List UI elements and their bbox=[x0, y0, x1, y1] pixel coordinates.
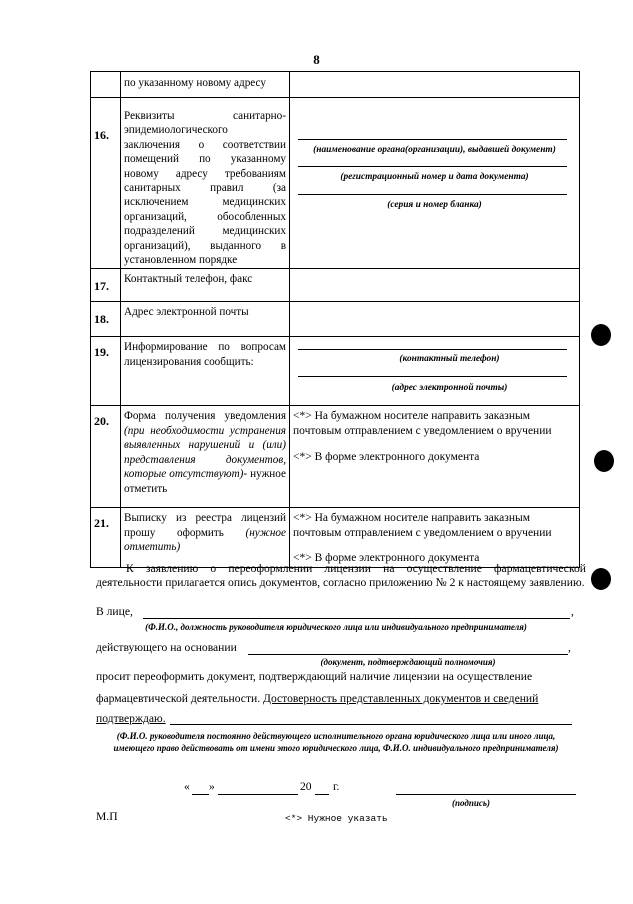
table-row bbox=[91, 337, 580, 406]
date-year-suffix: г. bbox=[333, 780, 340, 793]
head-name-line[interactable] bbox=[170, 724, 572, 725]
row-number: 20. bbox=[91, 406, 121, 508]
caption-email: (адрес электронной почты) bbox=[391, 383, 508, 394]
table-row bbox=[91, 269, 580, 302]
registry-extract-options bbox=[290, 508, 580, 568]
footnote: <*> Нужное указать bbox=[285, 813, 388, 824]
email-field[interactable] bbox=[290, 302, 580, 337]
in-person-line[interactable] bbox=[143, 618, 570, 619]
row-label: Реквизиты санитарно-эпидемиологического заключения о соответствии помещений по указанному новому адресу требованиям санитарных правил (за исключением медицинских организаций, обособленных подразделений медицинских организаций), выданного в установленном порядке bbox=[121, 98, 290, 269]
request-text-2: фармацевтической деятельности. Достоверность представленных документов и сведений bbox=[96, 692, 539, 705]
date-day-field[interactable] bbox=[192, 794, 209, 795]
row-label bbox=[121, 508, 290, 568]
date-year-prefix: 20 bbox=[300, 780, 312, 793]
notification-form-options bbox=[290, 406, 580, 508]
row-label: по указанному новому адресу bbox=[121, 72, 290, 98]
acting-caption: (документ, подтверждающий полномочия) bbox=[320, 657, 496, 667]
table-row bbox=[91, 406, 580, 508]
application-table bbox=[90, 71, 580, 568]
row-number bbox=[91, 72, 121, 98]
in-person-label: В лице, bbox=[96, 605, 133, 618]
label-tail: - нужное отметить bbox=[124, 468, 286, 495]
caption-contact-phone: (контактный телефон) bbox=[399, 354, 500, 365]
confirm-text: подтверждаю. bbox=[96, 712, 166, 725]
row-number: 17. bbox=[91, 269, 121, 302]
page-number: 8 bbox=[313, 52, 320, 67]
option-electronic[interactable]: <*> В форме электронного документа bbox=[293, 552, 480, 565]
row-number: 19. bbox=[91, 337, 121, 406]
row-value-field[interactable] bbox=[290, 72, 580, 98]
table-row bbox=[91, 72, 580, 98]
table-row bbox=[91, 508, 580, 568]
request-text: просит переоформить документ, подтверждающий наличие лицензии на осуществление bbox=[96, 670, 533, 683]
row-number: 16. bbox=[91, 98, 121, 269]
punch-hole-mark bbox=[594, 450, 614, 472]
sanitary-conclusion-field[interactable] bbox=[290, 98, 580, 269]
caption-reg-number: (регистрационный номер и дата документа) bbox=[340, 172, 529, 182]
label-main: Выписку из реестра лицензий прошу оформить bbox=[124, 512, 286, 539]
row-label: Информирование по вопросам лицензирования сообщить: bbox=[121, 337, 290, 406]
row-label: Адрес электронной почты bbox=[121, 302, 290, 337]
acting-label: действующего на основании bbox=[96, 641, 237, 654]
option-paper-mail[interactable]: <*> На бумажном носителе направить заказным почтовым отправлением с уведомлением о вручении bbox=[293, 410, 552, 437]
signature-line[interactable] bbox=[396, 794, 576, 795]
row-number: 21. bbox=[91, 508, 121, 568]
notification-contacts-field[interactable] bbox=[290, 337, 580, 406]
row-number: 18. bbox=[91, 302, 121, 337]
authenticity-statement: Достоверность представленных документов и сведений bbox=[263, 692, 539, 705]
in-person-caption: (Ф.И.О., должность руководителя юридического лица или индивидуального предпринимателя) bbox=[145, 622, 527, 632]
table-row bbox=[91, 98, 580, 269]
signature-caption: (подпись) bbox=[452, 798, 490, 808]
date-open-quote: « bbox=[184, 780, 190, 793]
acting-basis-line[interactable] bbox=[248, 654, 568, 655]
option-electronic[interactable]: <*> В форме электронного документа bbox=[293, 451, 480, 464]
contact-phone-field[interactable] bbox=[290, 269, 580, 302]
caption-form-series: (серия и номер бланка) bbox=[387, 200, 482, 210]
table-row bbox=[91, 302, 580, 337]
attachment-paragraph: К заявлению о переоформлении лицензии на осуществление фармацевтической деятельности прилагается опись документов, согласно приложению № 2 к настоящему заявлению. bbox=[96, 562, 586, 590]
row-label: Контактный телефон, факс bbox=[121, 269, 290, 302]
stamp-label: М.П bbox=[96, 810, 118, 823]
label-main: Форма получения уведомления bbox=[124, 410, 286, 423]
head-caption: (Ф.И.О. руководителя постоянно действующего исполнительного органа юридического лица или иного лица, имеющего право действовать от имени этого юридического лица, Ф.И.О. индивидуального предпринимателя) bbox=[113, 731, 559, 753]
label-italic: (нужное отметить) bbox=[124, 526, 286, 554]
label-italic: (при необходимости устранения выявленных нарушений и (или) представления документов, которые отсутствуют) bbox=[124, 424, 286, 481]
date-close-quote: » bbox=[209, 780, 215, 793]
date-year-field[interactable] bbox=[315, 794, 329, 795]
row-label bbox=[121, 406, 290, 508]
option-paper-mail[interactable]: <*> На бумажном носителе направить заказным почтовым отправлением с уведомлением о вручении bbox=[293, 512, 552, 539]
punch-hole-mark bbox=[591, 568, 611, 590]
punch-hole-mark bbox=[591, 324, 611, 346]
caption-issuing-body: (наименование органа(организации), выдавшей документ) bbox=[313, 145, 556, 155]
date-month-field[interactable] bbox=[218, 794, 298, 795]
